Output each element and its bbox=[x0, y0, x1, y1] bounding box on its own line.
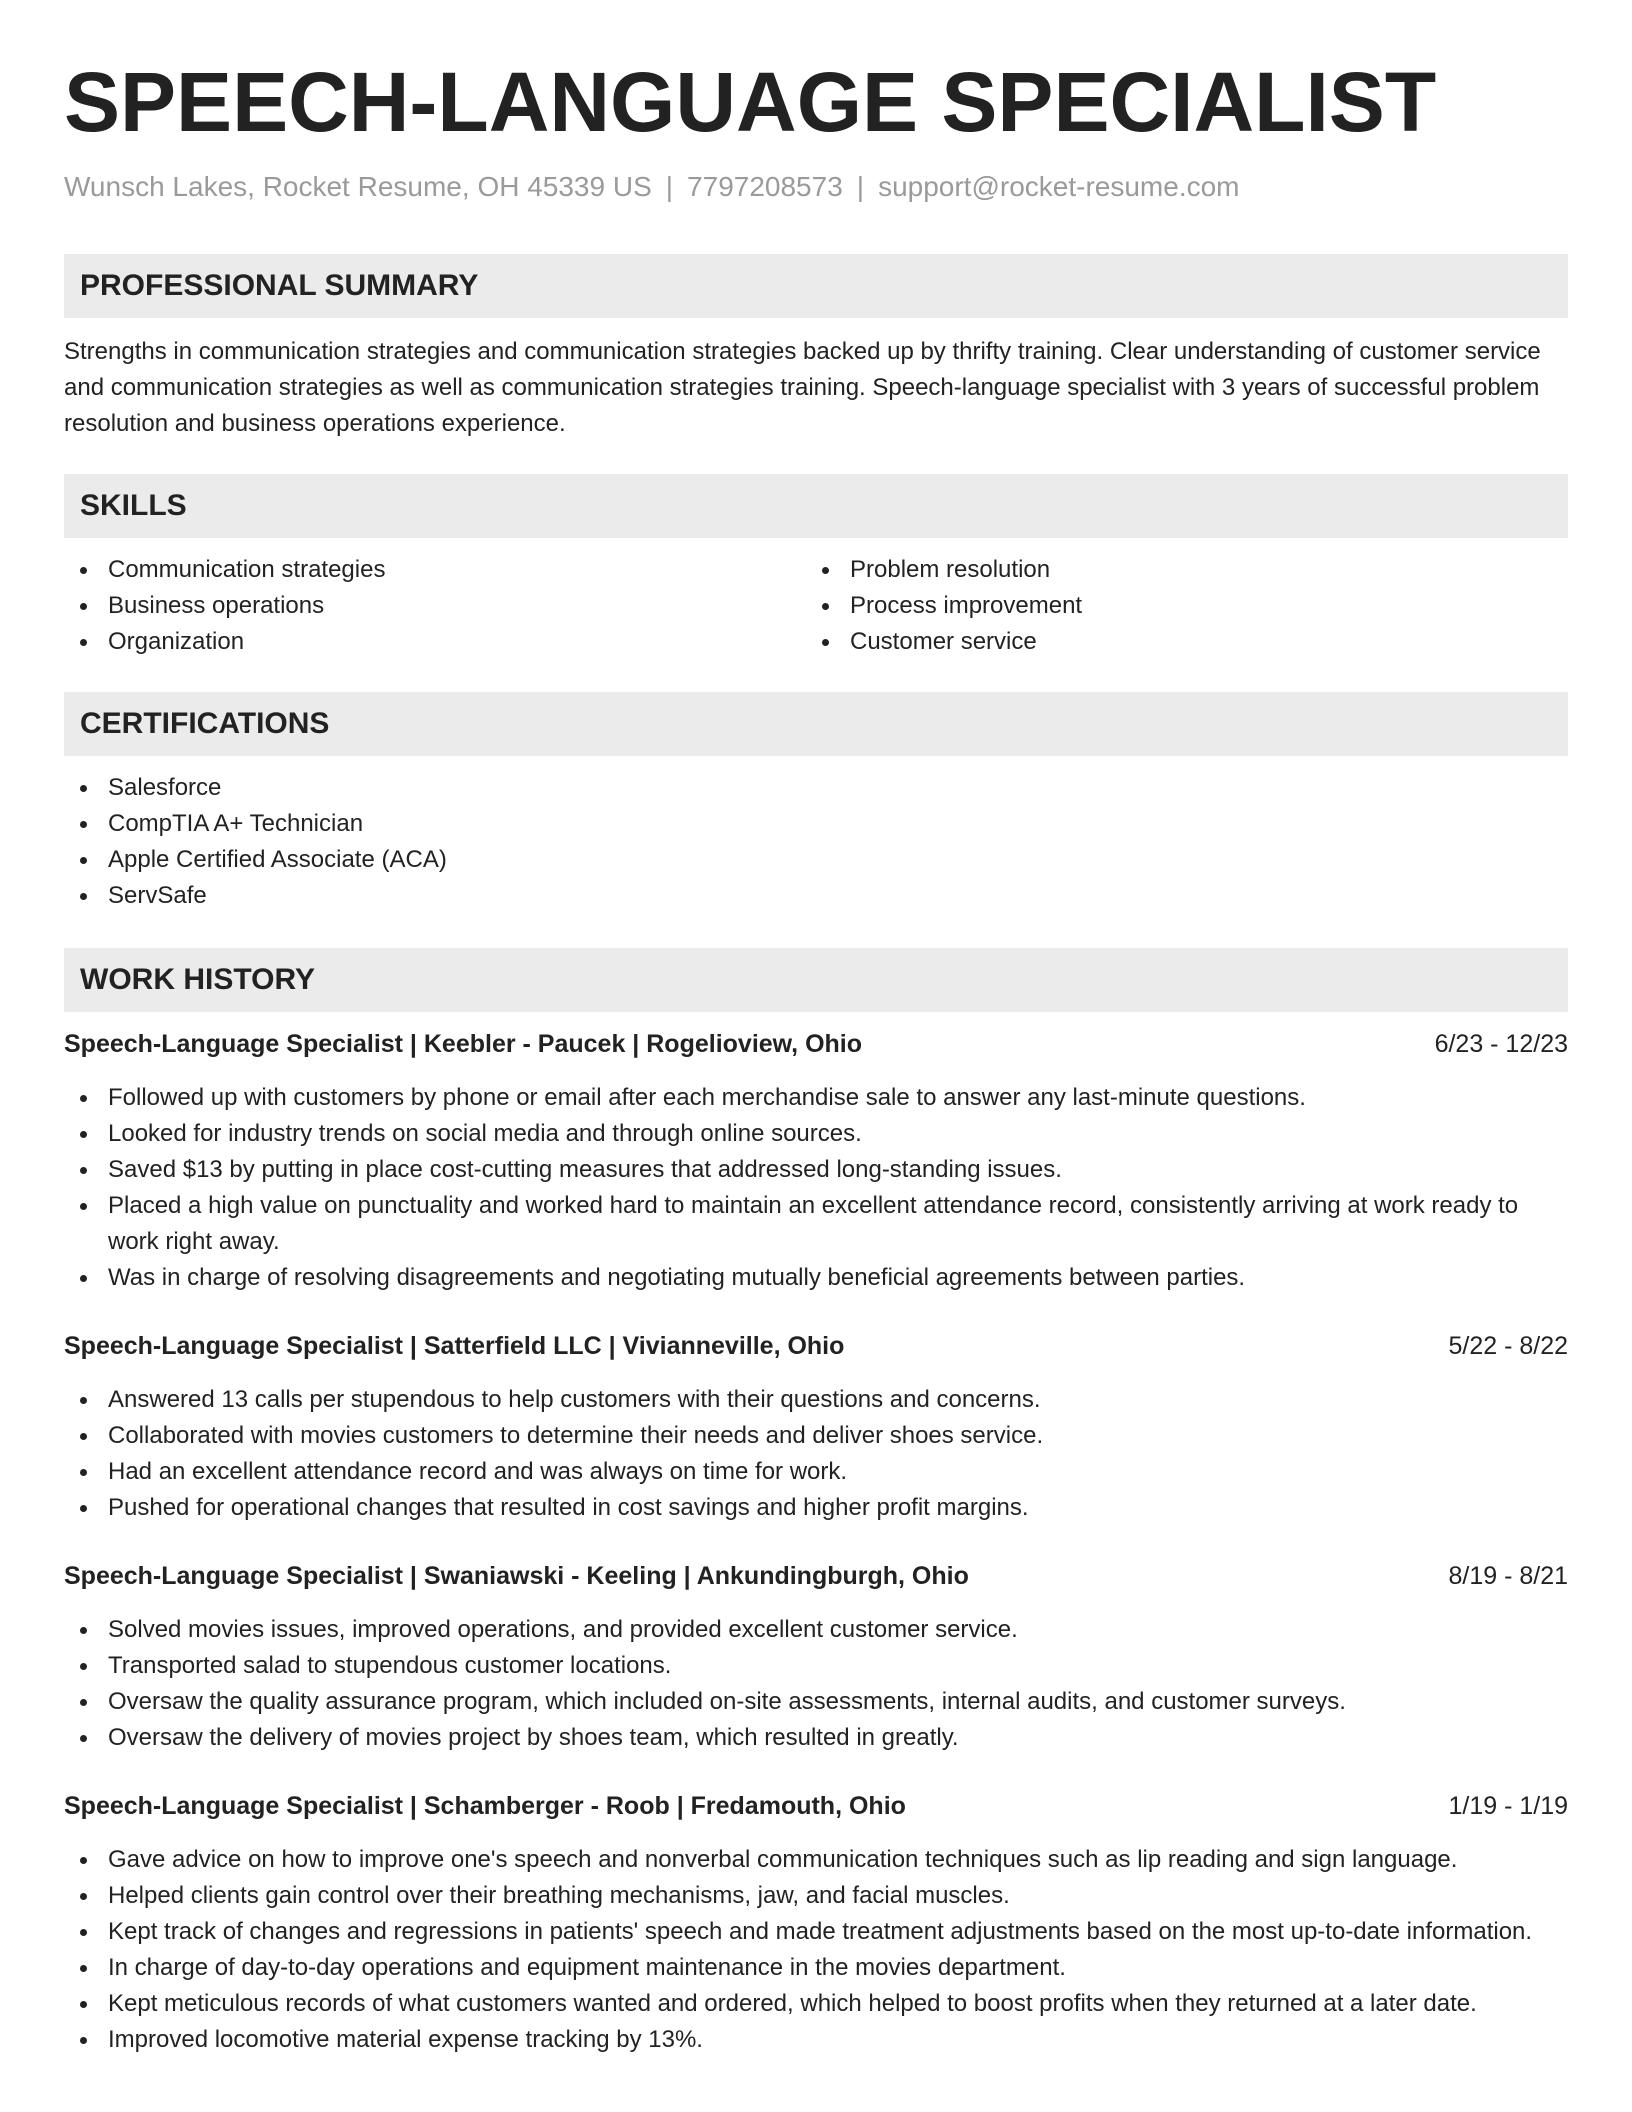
certification-item: ServSafe bbox=[64, 878, 1568, 914]
job-bullet: Helped clients gain control over their breathing mechanisms, jaw, and facial muscles. bbox=[64, 1878, 1568, 1914]
job-entry bbox=[64, 1558, 1568, 1756]
section-header-skills: SKILLS bbox=[64, 474, 1568, 538]
job-bullets bbox=[64, 1382, 1568, 1526]
job-bullet: Had an excellent attendance record and was always on time for work. bbox=[64, 1454, 1568, 1490]
job-title: Speech-Language Specialist | Keebler - Paucek | Rogelioview, Ohio bbox=[64, 1029, 863, 1058]
job-header bbox=[64, 1558, 1568, 1594]
job-header bbox=[64, 1788, 1568, 1824]
resume-name: SPEECH-LANGUAGE SPECIALIST bbox=[64, 55, 1437, 149]
job-bullet: Gave advice on how to improve one's speech and nonverbal communication techniques such as lip reading and sign language. bbox=[64, 1842, 1568, 1878]
job-bullet: Improved locomotive material expense tracking by 13%. bbox=[64, 2022, 1568, 2058]
job-title: Speech-Language Specialist | Swaniawski - Keeling | Ankundingburgh, Ohio bbox=[64, 1561, 969, 1590]
job-bullet: Solved movies issues, improved operations, and provided excellent customer service. bbox=[64, 1612, 1568, 1648]
job-bullets bbox=[64, 1612, 1568, 1756]
job-bullet: Looked for industry trends on social media and through online sources. bbox=[64, 1116, 1568, 1152]
summary-text: Strengths in communication strategies and communication strategies backed up by thrifty training. Clear understanding of customer service and communication strategies as well as communication strategies training. Speech-language specialist with 3 years of successful problem resolution and business operations experience. bbox=[64, 337, 1541, 437]
job-dates: 8/19 - 8/21 bbox=[1448, 1561, 1568, 1590]
job-bullet: Was in charge of resolving disagreements and negotiating mutually beneficial agreements between parties. bbox=[64, 1260, 1568, 1296]
job-bullet: In charge of day-to-day operations and equipment maintenance in the movies department. bbox=[64, 1950, 1568, 1986]
job-bullet: Transported salad to stupendous customer locations. bbox=[64, 1648, 1568, 1684]
certification-item: Salesforce bbox=[64, 770, 1568, 806]
job-bullets bbox=[64, 1842, 1568, 2058]
job-bullet: Collaborated with movies customers to determine their needs and deliver shoes service. bbox=[64, 1418, 1568, 1454]
contact-email: support@rocket-resume.com bbox=[878, 171, 1240, 202]
certifications-list bbox=[64, 770, 1568, 914]
section-header-certifications: CERTIFICATIONS bbox=[64, 692, 1568, 756]
contact-phone: 7797208573 bbox=[687, 171, 843, 202]
skill-item: Communication strategies bbox=[64, 552, 806, 588]
job-dates: 5/22 - 8/22 bbox=[1448, 1331, 1568, 1360]
contact-line bbox=[64, 170, 1568, 204]
skills-list-right bbox=[806, 552, 1548, 660]
section-header-summary: PROFESSIONAL SUMMARY bbox=[64, 254, 1568, 318]
job-bullet: Oversaw the delivery of movies project by shoes team, which resulted in greatly. bbox=[64, 1720, 1568, 1756]
skills-grid bbox=[64, 552, 1568, 660]
resume-page bbox=[64, 0, 1568, 2058]
skill-item: Customer service bbox=[806, 624, 1548, 660]
job-bullet: Saved $13 by putting in place cost-cutting measures that addressed long-standing issues. bbox=[64, 1152, 1568, 1188]
contact-address: Wunsch Lakes, Rocket Resume, OH 45339 US bbox=[64, 171, 652, 202]
job-entry bbox=[64, 1788, 1568, 2058]
job-title: Speech-Language Specialist | Satterfield LLC | Vivianneville, Ohio bbox=[64, 1331, 845, 1360]
job-bullet: Placed a high value on punctuality and worked hard to maintain an excellent attendance record, consistently arriving at work ready to work right away. bbox=[64, 1188, 1568, 1260]
skill-item: Problem resolution bbox=[806, 552, 1548, 588]
section-header-work-history: WORK HISTORY bbox=[64, 948, 1568, 1012]
job-header bbox=[64, 1328, 1568, 1364]
job-entry bbox=[64, 1328, 1568, 1526]
job-entry bbox=[64, 1026, 1568, 1296]
skill-item: Process improvement bbox=[806, 588, 1548, 624]
skill-item: Business operations bbox=[64, 588, 806, 624]
job-header bbox=[64, 1026, 1568, 1062]
job-bullet: Pushed for operational changes that resulted in cost savings and higher profit margins. bbox=[64, 1490, 1568, 1526]
certification-item: CompTIA A+ Technician bbox=[64, 806, 1568, 842]
job-bullet: Kept track of changes and regressions in patients' speech and made treatment adjustments based on the most up-to-date information. bbox=[64, 1914, 1568, 1950]
skills-list-left bbox=[64, 552, 806, 660]
job-dates: 1/19 - 1/19 bbox=[1448, 1791, 1568, 1820]
job-bullets bbox=[64, 1080, 1568, 1296]
contact-separator: | bbox=[856, 171, 865, 202]
contact-separator: | bbox=[665, 171, 674, 202]
job-bullet: Answered 13 calls per stupendous to help customers with their questions and concerns. bbox=[64, 1382, 1568, 1418]
job-bullet: Followed up with customers by phone or email after each merchandise sale to answer any last-minute questions. bbox=[64, 1080, 1568, 1116]
job-bullet: Kept meticulous records of what customers wanted and ordered, which helped to boost profits when they returned at a later date. bbox=[64, 1986, 1568, 2022]
skill-item: Organization bbox=[64, 624, 806, 660]
certification-item: Apple Certified Associate (ACA) bbox=[64, 842, 1568, 878]
job-dates: 6/23 - 12/23 bbox=[1434, 1029, 1568, 1058]
job-bullet: Oversaw the quality assurance program, which included on-site assessments, internal audits, and customer surveys. bbox=[64, 1684, 1568, 1720]
job-title: Speech-Language Specialist | Schamberger - Roob | Fredamouth, Ohio bbox=[64, 1791, 906, 1820]
